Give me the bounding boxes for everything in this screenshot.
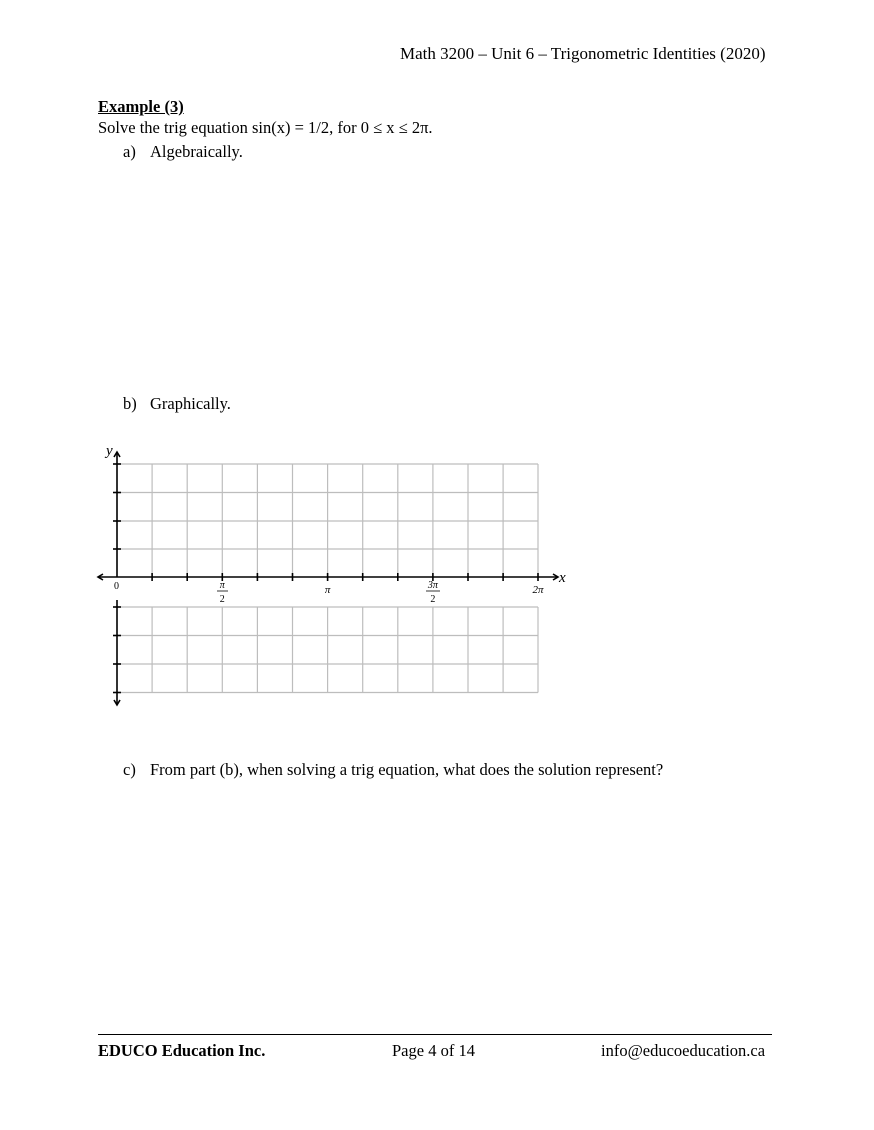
part-a-label: a) — [123, 142, 136, 161]
tick-label-pi-over-2-num: π — [219, 580, 225, 591]
page-header: Math 3200 – Unit 6 – Trigonometric Identities (2020) — [400, 44, 766, 63]
graph-grid — [90, 440, 580, 715]
part-a — [123, 142, 243, 162]
example-title: Example (3) — [98, 97, 184, 116]
example-prompt: Solve the trig equation sin(x) = 1/2, for 0 ≤ x ≤ 2π. — [98, 118, 433, 137]
tick-label-pi-over-2-den: 2 — [219, 594, 225, 605]
part-a-text: Algebraically. — [150, 142, 243, 161]
tick-label-3pi-over-2-den: 2 — [430, 594, 436, 605]
footer-divider — [98, 1034, 772, 1035]
part-b-label: b) — [123, 394, 137, 413]
x-axis-label: x — [559, 570, 566, 586]
part-b — [123, 394, 231, 414]
footer-email: info@educoeducation.ca — [601, 1041, 766, 1060]
footer-company: EDUCO Education Inc. — [98, 1041, 266, 1060]
part-c-label: c) — [123, 760, 136, 779]
y-axis-label: y — [106, 443, 113, 459]
tick-label-2pi: 2π — [532, 584, 544, 596]
part-c-text: From part (b), when solving a trig equation, what does the solution represent? — [150, 760, 664, 779]
origin-label: 0 — [114, 581, 119, 592]
part-b-text: Graphically. — [150, 394, 231, 413]
x-axis — [98, 573, 558, 581]
tick-label-pi: π — [324, 584, 331, 596]
y-axis — [113, 452, 121, 705]
tick-label-3pi-over-2-num: 3π — [427, 580, 438, 591]
part-c — [123, 760, 663, 780]
footer-page-number: Page 4 of 14 — [392, 1041, 475, 1060]
